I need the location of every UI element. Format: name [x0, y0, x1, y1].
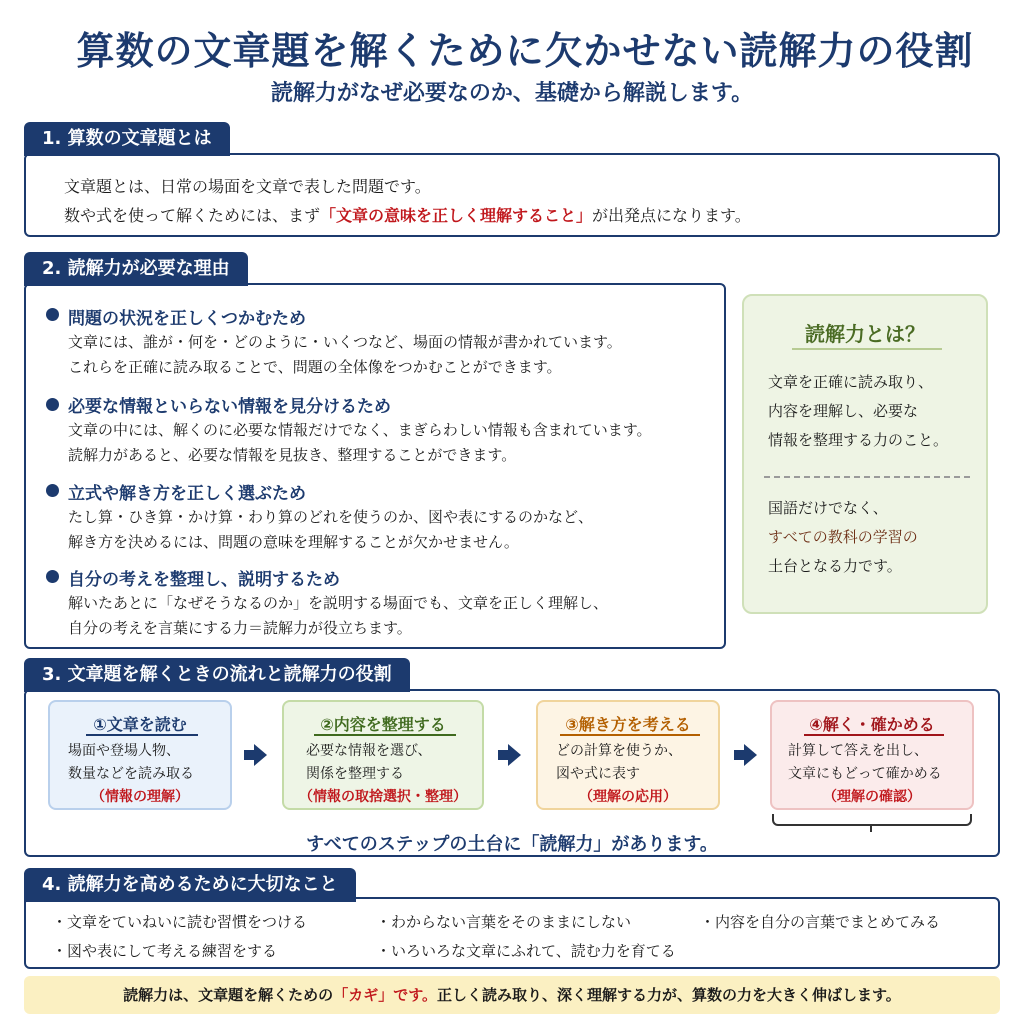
- step-card-read: [48, 700, 232, 810]
- step-title: ④解く・確かめる: [809, 715, 935, 734]
- section1-line2: [64, 203, 751, 226]
- arrow-right-icon: [744, 744, 757, 766]
- step-card-approach: [536, 700, 720, 810]
- step-note: （情報の理解）: [91, 789, 189, 805]
- reason-title: 問題の状況を正しくつかむため: [68, 309, 306, 329]
- callout-line: 情報を整理する力のこと。: [768, 431, 949, 449]
- step-underline: [560, 734, 700, 736]
- step-card-solve: [770, 700, 974, 810]
- section1-highlight: 「文章の意味を正しく理解すること」: [320, 206, 593, 225]
- conclusion-highlight: 「カギ」です。: [333, 986, 437, 1004]
- section3-footer: すべてのステップの土台に「読解力」があります。: [306, 834, 718, 855]
- section1-line1: 文章題とは、日常の場面を文章で表した問題です。: [64, 177, 431, 196]
- reason-body-line: 読解力があると、必要な情報を見抜き、整理することができます。: [68, 446, 517, 464]
- step-body-line: 数量などを読み取る: [68, 766, 194, 782]
- tip-item: ・文章をていねいに読む習慣をつける: [52, 913, 308, 931]
- callout-line: 内容を理解し、必要な: [768, 402, 919, 420]
- callout-underline: [792, 348, 942, 350]
- step-title: ②内容を整理する: [320, 715, 446, 734]
- conclusion-suffix: 正しく読み取り、深く理解する力が、算数の力を大きく伸ばします。: [437, 986, 901, 1004]
- reason-body-line: これらを正確に読み取ることで、問題の全体像をつかむことができます。: [68, 358, 562, 376]
- tip-item: ・わからない言葉をそのままにしない: [376, 913, 632, 931]
- reason-body: [68, 505, 593, 555]
- page-subtitle: 読解力がなぜ必要なのか、基礎から解説します。: [270, 81, 754, 106]
- section3-heading: 3. 文章題を解くときの流れと読解力の役割: [24, 658, 410, 692]
- step-underline: [804, 734, 944, 736]
- step-body-line: 関係を整理する: [306, 766, 404, 782]
- reason-body-line: たし算・ひき算・かけ算・わり算のどれを使うのか、図や表にするのかなど、: [68, 508, 594, 526]
- arrow-right-icon: [254, 744, 267, 766]
- reason-title: 自分の考えを整理し、説明するため: [68, 570, 340, 590]
- reason-body: [68, 591, 608, 641]
- conclusion-banner: [24, 976, 1000, 1014]
- step-title: ③解き方を考える: [565, 715, 691, 734]
- arrow-right-icon: [498, 750, 508, 760]
- reason-bullet-icon: [46, 484, 59, 497]
- step-title: ①文章を読む: [93, 715, 187, 734]
- reason-body-line: 文章の中には、解くのに必要な情報だけでなく、まぎらわしい情報も含まれています。: [68, 421, 652, 439]
- step-brace: [772, 814, 972, 826]
- callout-line: すべての教科の学習の: [768, 528, 918, 546]
- reason-body-line: 解き方を決めるには、問題の意味を理解することが欠かせません。: [68, 533, 519, 551]
- reason-body: [68, 418, 652, 468]
- step-body-line: どの計算を使うか、: [556, 743, 682, 759]
- callout-definition: [768, 368, 948, 455]
- reason-body-line: 自分の考えを言葉にする力＝読解力が役立ちます。: [68, 619, 412, 637]
- step-body-line: 図や式に表す: [556, 766, 640, 782]
- step-body-line: 計算して答えを出し、: [788, 743, 928, 759]
- section1-line2-prefix: 数や式を使って解くためには、まず: [64, 206, 321, 225]
- step-body-line: 場面や登場人物、: [68, 743, 180, 759]
- step-card-organize: [282, 700, 484, 810]
- callout-line: 国語だけでなく、: [768, 499, 888, 517]
- page-title: 算数の文章題を解くために欠かせない読解力の役割: [76, 29, 974, 73]
- reading-skill-callout: [742, 294, 988, 614]
- reason-title: 必要な情報といらない情報を見分けるため: [68, 397, 391, 417]
- callout-line: 文章を正確に読み取り、: [768, 373, 934, 391]
- step-body: [68, 740, 194, 786]
- reason-bullet-icon: [46, 308, 59, 321]
- arrow-right-icon: [244, 750, 254, 760]
- step-body: [788, 740, 942, 786]
- reason-bullet-icon: [46, 398, 59, 411]
- tip-item: ・いろいろな文章にふれて、読む力を育てる: [376, 942, 676, 960]
- step-underline: [86, 734, 198, 736]
- callout-divider: [764, 476, 970, 478]
- reason-title: 立式や解き方を正しく選ぶため: [68, 484, 306, 504]
- arrow-right-icon: [508, 744, 521, 766]
- step-body: [306, 740, 431, 786]
- arrow-right-icon: [734, 750, 744, 760]
- step-underline: [314, 734, 456, 736]
- conclusion-prefix: 読解力は、文章題を解くための: [123, 986, 334, 1004]
- step-note: （情報の取捨選択・整理）: [299, 789, 467, 805]
- section4-heading: 4. 読解力を高めるために大切なこと: [24, 868, 356, 902]
- tip-item: ・内容を自分の言葉でまとめてみる: [700, 913, 941, 931]
- step-body-line: 文章にもどって確かめる: [788, 766, 942, 782]
- step-note: （理解の応用）: [579, 789, 677, 805]
- tip-item: ・図や表にして考える練習をする: [52, 942, 278, 960]
- reason-body: [68, 330, 622, 380]
- reason-body-line: 文章には、誰が・何を・どのように・いくつなど、場面の情報が書かれています。: [68, 333, 622, 351]
- step-body: [556, 740, 682, 786]
- section2-heading: 2. 読解力が必要な理由: [24, 252, 248, 286]
- section1-line2-suffix: が出発点になります。: [592, 206, 751, 225]
- callout-note: [768, 494, 918, 581]
- step-note: （理解の確認）: [823, 789, 921, 805]
- section1-heading: 1. 算数の文章題とは: [24, 122, 230, 156]
- callout-line: 土台となる力です。: [768, 557, 902, 575]
- reason-body-line: 解いたあとに「なぜそうなるのか」を説明する場面でも、文章を正しく理解し、: [68, 594, 609, 612]
- step-body-line: 必要な情報を選び、: [306, 743, 432, 759]
- reason-bullet-icon: [46, 570, 59, 583]
- callout-title: 読解力とは？: [805, 322, 925, 346]
